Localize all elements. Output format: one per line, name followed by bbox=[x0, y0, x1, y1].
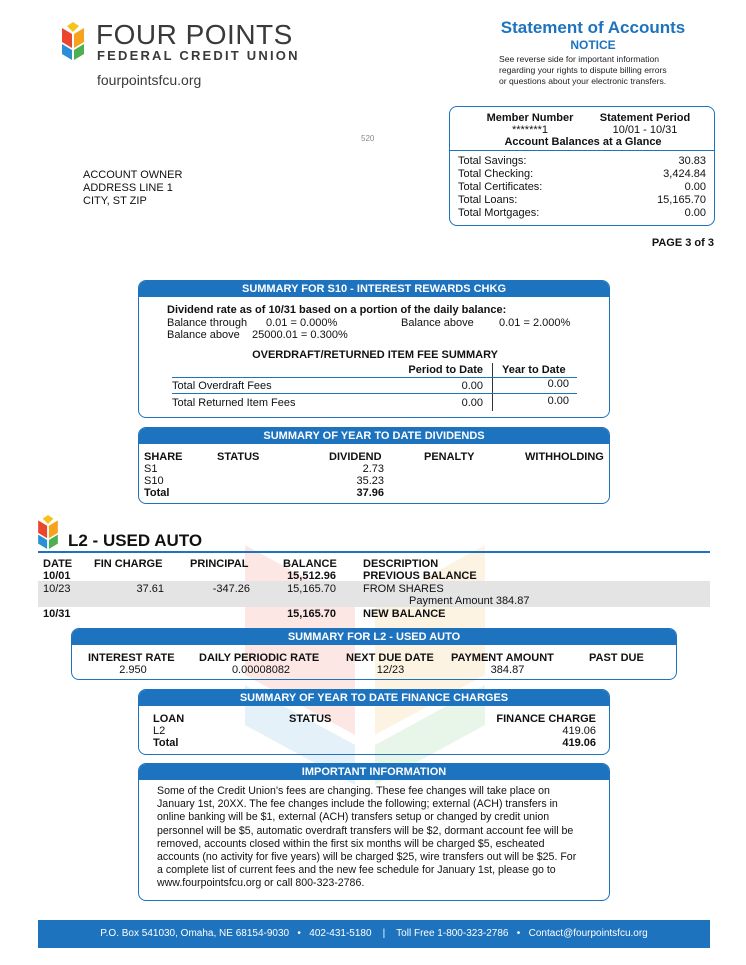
col-dividend: DIVIDEND bbox=[329, 451, 382, 463]
logo-url: fourpointsfcu.org bbox=[97, 72, 202, 88]
col-past-due: PAST DUE bbox=[589, 652, 644, 664]
four-points-logo-icon bbox=[38, 515, 58, 549]
s10-summary-title: SUMMARY FOR S10 - INTEREST REWARDS CHKG bbox=[139, 281, 609, 297]
returned-fees-label: Total Returned Item Fees bbox=[172, 397, 296, 409]
balances-glance-box bbox=[449, 106, 715, 226]
table-cell: 419.06 bbox=[562, 725, 596, 737]
col-balance: BALANCE bbox=[283, 558, 337, 570]
payment-amount-value: 384.87 bbox=[490, 664, 525, 676]
glance-title: Account Balances at a Glance bbox=[504, 136, 662, 148]
logo-subtitle: FEDERAL CREDIT UNION bbox=[97, 48, 300, 63]
balance-above-label: Balance above bbox=[401, 317, 474, 329]
table-row: Total bbox=[153, 737, 179, 749]
table-cell: 419.06 bbox=[562, 737, 596, 749]
col-principal: PRINCIPAL bbox=[190, 558, 249, 570]
member-number-label: Member Number bbox=[486, 112, 574, 124]
balance-through-label: Balance through bbox=[167, 317, 248, 329]
col-loan: LOAN bbox=[153, 713, 185, 725]
statement-period-value: 10/01 - 10/31 bbox=[612, 124, 678, 136]
loan-summary-panel bbox=[71, 628, 677, 680]
statement-code: 520 bbox=[361, 134, 375, 143]
mailing-address: ACCOUNT OWNER ADDRESS LINE 1 CITY, ST ZIP bbox=[83, 169, 183, 207]
table-row: S10 bbox=[144, 475, 164, 487]
statement-notice: NOTICE bbox=[570, 38, 616, 52]
balance-above-value: 0.01 = 2.000% bbox=[499, 317, 571, 329]
col-finance-charge: FINANCE CHARGE bbox=[496, 713, 596, 725]
col-interest-rate: INTEREST RATE bbox=[88, 652, 175, 664]
year-to-date-header: Year to Date bbox=[502, 364, 566, 376]
interest-rate-value: 2.950 bbox=[119, 664, 147, 676]
table-cell: PREVIOUS BALANCE bbox=[363, 570, 477, 582]
table-row: 10/31 bbox=[43, 608, 71, 620]
table-cell: 35.23 bbox=[356, 475, 384, 487]
overdraft-fees-year: 0.00 bbox=[547, 378, 569, 390]
col-penalty: PENALTY bbox=[424, 451, 475, 463]
ytd-dividends-title: SUMMARY OF YEAR TO DATE DIVIDENDS bbox=[139, 428, 609, 444]
table-cell: NEW BALANCE bbox=[363, 608, 446, 620]
col-date: DATE bbox=[43, 558, 73, 570]
footer-contact-bar: P.O. Box 541030, Omaha, NE 68154-9030 • 402-431-5180 | Toll Free 1-800-323-2786 • Contact@fourpointsfcu.org bbox=[38, 920, 710, 948]
glance-row: Total Checking: 3,424.84 bbox=[458, 168, 706, 180]
glance-row: Total Mortgages: 0.00 bbox=[458, 207, 706, 219]
col-payment-amount: PAYMENT AMOUNT bbox=[451, 652, 554, 664]
ytd-finance-charges-panel bbox=[138, 689, 610, 755]
table-cell: 15,512.96 bbox=[287, 570, 336, 582]
s10-summary-panel bbox=[138, 280, 610, 418]
col-share: SHARE bbox=[144, 451, 183, 463]
statement-title: Statement of Accounts bbox=[500, 18, 686, 37]
table-cell: 37.96 bbox=[356, 487, 384, 499]
table-cell: 15,165.70 bbox=[287, 608, 336, 620]
overdraft-fees-label: Total Overdraft Fees bbox=[172, 380, 272, 392]
col-next-due-date: NEXT DUE DATE bbox=[346, 652, 434, 664]
table-row: L2 bbox=[153, 725, 166, 737]
table-cell: 15,165.70 bbox=[287, 583, 336, 595]
loan-title: L2 - USED AUTO bbox=[68, 531, 203, 550]
table-cell: 37.61 bbox=[136, 583, 164, 595]
col-daily-periodic-rate: DAILY PERIODIC RATE bbox=[199, 652, 320, 664]
table-row: Total bbox=[144, 487, 170, 499]
col-description: DESCRIPTION bbox=[363, 558, 439, 570]
ytd-dividends-panel bbox=[138, 427, 610, 504]
table-cell: FROM SHARES bbox=[363, 583, 444, 595]
table-row: 10/01 bbox=[43, 570, 71, 582]
page-number: PAGE 3 of 3 bbox=[651, 237, 714, 249]
glance-row: Total Loans: 15,165.70 bbox=[458, 194, 706, 206]
four-points-logo-icon bbox=[62, 22, 84, 60]
period-to-date-header: Period to Date bbox=[408, 364, 483, 376]
loan-summary-title: SUMMARY FOR L2 - USED AUTO bbox=[72, 629, 676, 645]
col-status: STATUS bbox=[217, 451, 260, 463]
balance-above-value-2: 25000.01 = 0.300% bbox=[252, 329, 348, 341]
important-information-text: Some of the Credit Union's fees are changing. These fee changes will take place on January 1st, 20XX. The fee changes include the following; external (ACH) transfers in online banking will be $1, external (ACH) transfers setup or changed by credit union personnel will be $5, automatic overdraft transfers will be $2, dormant account fee will be removed, accounts closed within the first six months will be charged $5, escheated accounts (no activity for five years) will be charged $25, wire transfers out will be $25. For a complete list of current fees and the new fee schedule for January 1st, please go to www.fourpointsfcu.org or call 800-323-2786. bbox=[157, 785, 577, 890]
member-number-value: *******1 bbox=[511, 124, 549, 136]
daily-periodic-rate-value: 0.00008082 bbox=[231, 664, 291, 676]
glance-row: Total Savings: 30.83 bbox=[458, 155, 706, 167]
table-cell: 2.73 bbox=[362, 463, 384, 475]
col-fin-charge: FIN CHARGE bbox=[94, 558, 163, 570]
dividend-rate-line: Dividend rate as of 10/31 based on a portion of the daily balance: bbox=[167, 304, 507, 316]
balance-through-value: 0.01 = 0.000% bbox=[266, 317, 338, 329]
table-row: 10/23 bbox=[43, 583, 71, 595]
col-withholding: WITHHOLDING bbox=[525, 451, 604, 463]
ytd-finance-charges-title: SUMMARY OF YEAR TO DATE FINANCE CHARGES bbox=[139, 690, 609, 706]
col-status: STATUS bbox=[289, 713, 332, 725]
next-due-date-value: 12/23 bbox=[376, 664, 405, 676]
statement-note: See reverse side for important information regarding your rights to dispute billing errors or questions about your electronic transfers. bbox=[499, 54, 667, 86]
logo-title: FOUR POINTS bbox=[96, 19, 293, 50]
balance-above-label-2: Balance above bbox=[167, 329, 240, 341]
returned-fees-year: 0.00 bbox=[547, 395, 569, 407]
table-row: S1 bbox=[144, 463, 158, 475]
important-information-title: IMPORTANT INFORMATION bbox=[139, 764, 609, 780]
returned-fees-period: 0.00 bbox=[461, 397, 483, 409]
overdraft-summary-title: OVERDRAFT/RETURNED ITEM FEE SUMMARY bbox=[252, 349, 498, 361]
table-cell: -347.26 bbox=[212, 583, 250, 595]
overdraft-fees-period: 0.00 bbox=[461, 380, 483, 392]
statement-period-label: Statement Period bbox=[599, 112, 691, 124]
important-information-panel bbox=[138, 763, 610, 901]
glance-row: Total Certificates: 0.00 bbox=[458, 181, 706, 193]
table-cell: Payment Amount 384.87 bbox=[409, 595, 530, 607]
